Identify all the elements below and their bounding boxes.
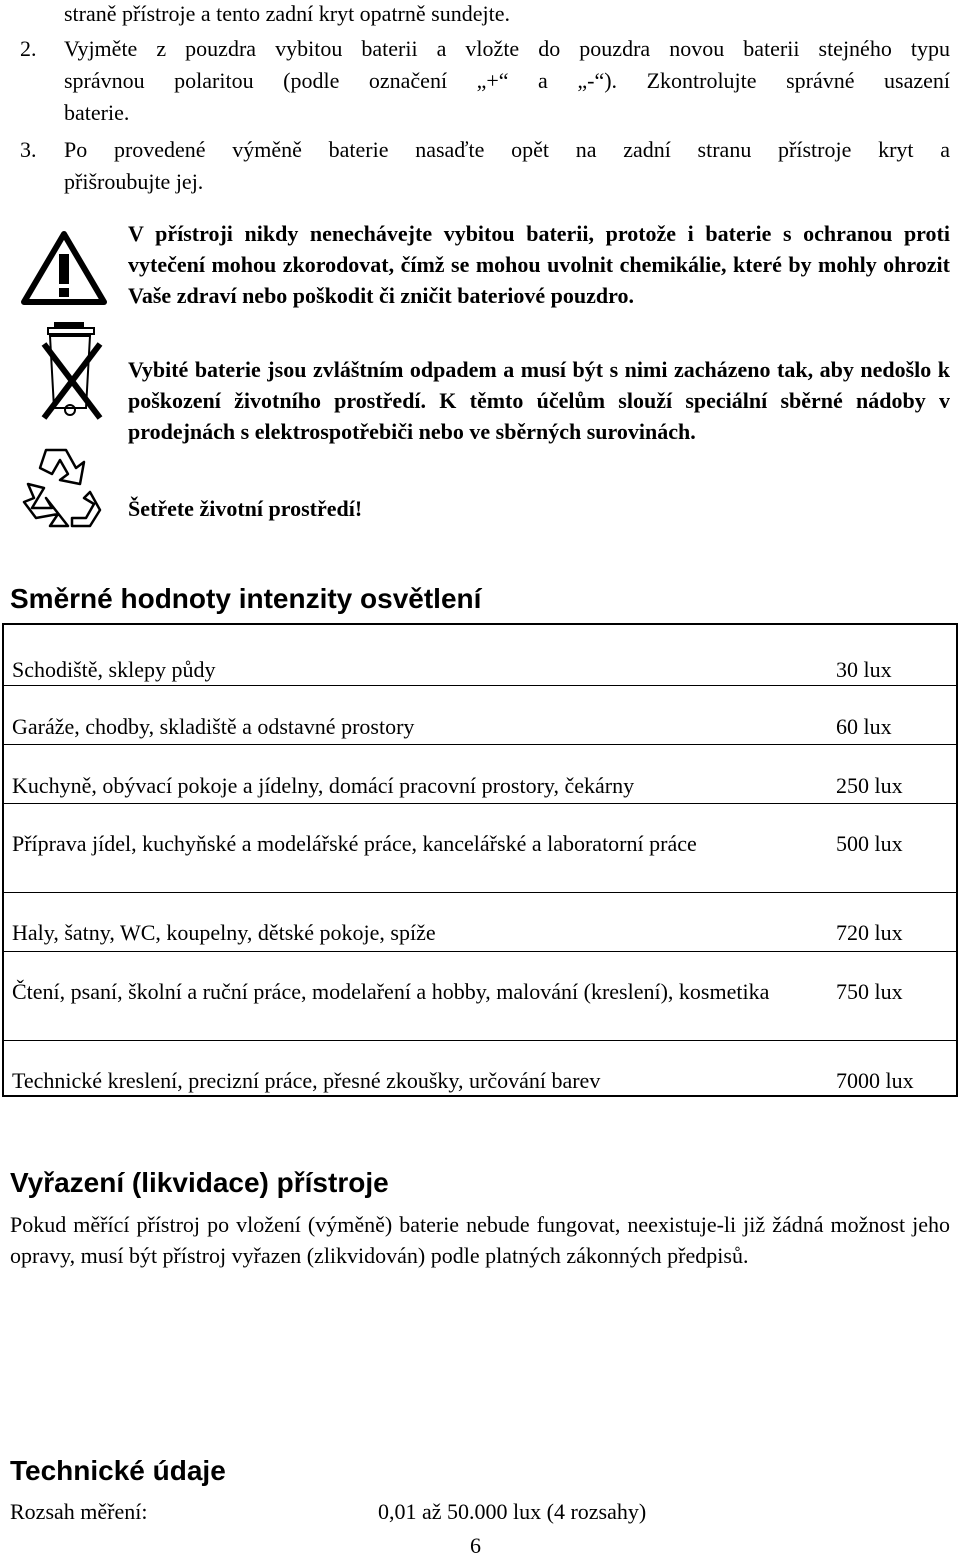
table-row: [4, 893, 956, 952]
lux-section-title: Směrné hodnoty intenzity osvětlení: [10, 583, 482, 614]
row-value: 250 lux: [836, 773, 903, 798]
step-line: Vyjměte z pouzdra vybitou baterii a vložte do pouzdra novou baterii stejného typu: [64, 36, 950, 61]
disposal-title: Vyřazení (likvidace) přístroje: [10, 1167, 389, 1198]
row-value: 30 lux: [836, 657, 892, 682]
table-row: [4, 625, 956, 686]
step-2: [0, 33, 960, 133]
step-line: Po provedené výměně baterie nasaďte opět na zadní stranu přístroje kryt a: [64, 137, 950, 162]
row-value: 7000 lux: [836, 1068, 914, 1093]
step-line: správnou polaritou (podle označení „+“ a „-“). Zkontrolujte správné usazení: [64, 68, 950, 93]
warning-paragraph-2: Vybité baterie jsou zvláštním odpadem a musí být s nimi zacházeno tak, aby nedošlo k poškození životního prostředí. K těmto účelům slouží speciální sběrné nádoby v prodejnách s elektrospotřebiči nebo ve sběrných surovinách.: [128, 357, 950, 444]
row-description: Příprava jídel, kuchyňské a modelářské práce, kancelářské a laboratorní práce: [12, 831, 697, 856]
table-row: [4, 952, 956, 1041]
step-number: 2.: [20, 36, 37, 61]
row-description: Kuchyně, obývací pokoje a jídelny, domácí pracovní prostory, čekárny: [12, 773, 635, 798]
row-value: 750 lux: [836, 979, 903, 1004]
page-number: 6: [470, 1533, 481, 1558]
row-value: 720 lux: [836, 920, 903, 945]
crossed-bin-icon: [40, 318, 104, 426]
warning-paragraph-3: Šetřete životní prostředí!: [128, 496, 363, 521]
step-line: baterie.: [64, 100, 130, 125]
intro-line-top: straně přístroje a tento zadní kryt opatrně sundejte.: [64, 1, 510, 26]
row-description: Čtení, psaní, školní a ruční práce, modelaření a hobby, malování (kreslení), kosmetika: [12, 979, 770, 1004]
row-value: 60 lux: [836, 714, 892, 739]
row-description: Haly, šatny, WC, koupelny, dětské pokoje, spíže: [12, 920, 436, 945]
range-value: 0,01 až 50.000 lux (4 rozsahy): [378, 1499, 647, 1524]
row-value: 500 lux: [836, 831, 903, 856]
warning-triangle-icon: [20, 230, 108, 306]
step-number: 3.: [20, 137, 37, 162]
tech-title: Technické údaje: [10, 1455, 226, 1486]
table-row: [4, 804, 956, 893]
lux-table: [2, 623, 958, 1097]
step-line: přišroubujte jej.: [64, 169, 204, 194]
recycle-icon: [14, 440, 108, 532]
disposal-text: Pokud měřící přístroj po vložení (výměně) baterie nebude fungovat, neexistuje-li již žádná možnost jeho opravy, musí být přístroj vyřazen (zlikvidován) podle platných zákonných předpisů.: [10, 1212, 950, 1268]
row-description: Garáže, chodby, skladiště a odstavné prostory: [12, 714, 415, 739]
step-3: [0, 134, 960, 204]
row-description: Schodiště, sklepy půdy: [12, 657, 216, 682]
table-row: [4, 745, 956, 804]
table-row: [4, 1041, 956, 1095]
table-row: [4, 686, 956, 745]
range-label: Rozsah měření:: [10, 1499, 148, 1524]
row-description: Technické kreslení, precizní práce, přesné zkoušky, určování barev: [12, 1068, 601, 1093]
warning-paragraph-1: V přístroji nikdy nenechávejte vybitou baterii, protože i baterie s ochranou proti vytečení mohou zkorodovat, čímž se mohou uvolnit chemikálie, které by mohly ohrozit Vaše zdraví nebo poškodit či zničit bateriové pouzdro.: [128, 221, 950, 308]
